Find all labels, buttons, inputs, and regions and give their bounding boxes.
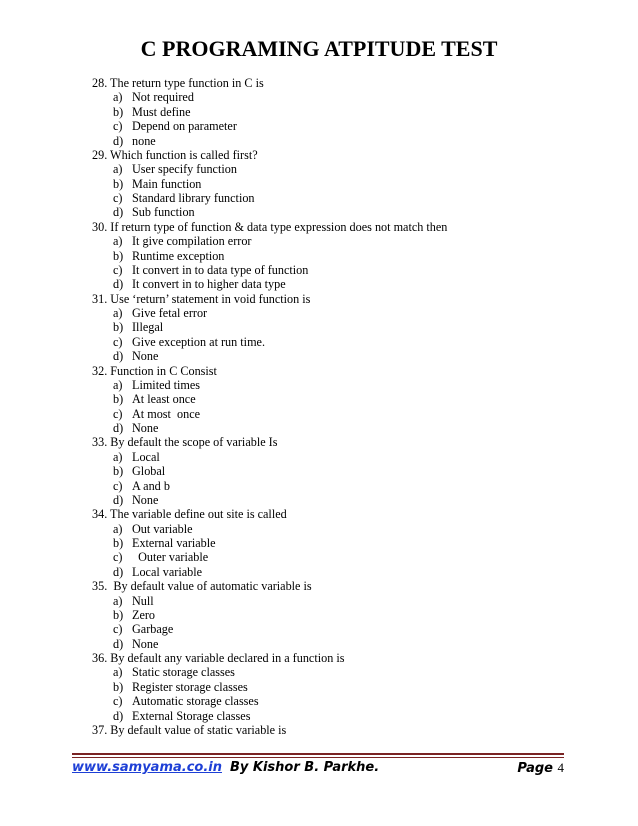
option-letter: b)	[113, 607, 124, 622]
option-text: Give fetal error	[132, 306, 208, 320]
answer-option	[92, 608, 598, 622]
site-link[interactable]: www.samyama.co.in	[72, 760, 222, 775]
option-text: Runtime exception	[132, 248, 225, 263]
option-text: Not required	[132, 90, 194, 105]
answer-option	[92, 191, 598, 205]
option-letter: d)	[113, 708, 124, 723]
question-text: 31. Use ‘return’ statement in void function is	[92, 291, 311, 306]
option-text: At most once	[132, 406, 201, 421]
option-text: Static storage classes	[132, 665, 235, 680]
answer-option	[92, 536, 598, 550]
answer-option	[92, 637, 598, 651]
answer-option	[92, 550, 598, 564]
option-text: It convert in to higher data type	[132, 277, 286, 292]
option-letter: c)	[113, 406, 123, 421]
footer-divider-thin	[72, 757, 564, 758]
question-text: 32. Function in C Consist	[92, 363, 217, 378]
page-indicator	[517, 760, 564, 776]
answer-option	[92, 90, 598, 104]
answer-option	[92, 249, 598, 263]
question-text: 36. By default any variable declared in a function is	[92, 651, 345, 665]
option-letter: a)	[113, 665, 123, 680]
option-letter: b)	[113, 464, 124, 479]
option-text: Sub function	[132, 205, 195, 220]
option-letter: c)	[113, 694, 123, 709]
answer-option	[92, 522, 598, 536]
option-text: Illegal	[132, 320, 164, 335]
option-letter: d)	[113, 492, 124, 507]
answer-option	[92, 565, 598, 579]
option-text: Local variable	[132, 564, 203, 579]
page-footer	[72, 760, 564, 775]
option-letter: a)	[113, 449, 123, 464]
answer-option	[92, 205, 598, 219]
option-text: At least once	[132, 392, 196, 407]
option-text: None	[132, 492, 159, 507]
page-number: 4	[557, 760, 564, 775]
option-letter: a)	[113, 306, 123, 320]
option-letter: b)	[113, 176, 124, 191]
option-letter: d)	[113, 636, 124, 651]
answer-option	[92, 479, 598, 493]
answer-option	[92, 622, 598, 636]
option-text: Out variable	[132, 521, 193, 536]
answer-option	[92, 277, 598, 291]
answer-option	[92, 680, 598, 694]
option-text: Zero	[132, 607, 156, 622]
option-letter: a)	[113, 377, 123, 392]
answer-option	[92, 162, 598, 176]
answer-option	[92, 119, 598, 133]
option-text: It give compilation error	[132, 234, 252, 249]
option-text: Register storage classes	[132, 679, 248, 694]
option-letter: d)	[113, 205, 124, 220]
option-text: Global	[132, 464, 166, 479]
answer-option	[92, 450, 598, 464]
answer-option	[92, 694, 598, 708]
option-text: None	[132, 636, 159, 651]
option-text: Local	[132, 449, 160, 464]
option-text: Null	[132, 593, 154, 608]
option-text: User specify function	[132, 162, 237, 177]
option-letter: c)	[113, 622, 123, 637]
option-text: None	[132, 421, 159, 435]
option-letter: a)	[113, 90, 123, 105]
answer-option	[92, 335, 598, 349]
question-text: 29. Which function is called first?	[92, 147, 258, 162]
option-text: A and b	[132, 478, 170, 493]
option-letter: d)	[113, 564, 124, 579]
option-text: Automatic storage classes	[132, 694, 259, 709]
answer-option	[92, 493, 598, 507]
answer-option	[92, 134, 598, 148]
question-text: 30. If return type of function & data type expression does not match then	[92, 219, 448, 234]
question-text: 28. The return type function in C is	[92, 76, 264, 90]
option-text: Depend on parameter	[132, 119, 237, 134]
answer-option	[92, 464, 598, 478]
page-label: Page	[517, 761, 553, 776]
option-letter: a)	[113, 593, 123, 608]
answer-option	[92, 594, 598, 608]
option-text: Must define	[132, 104, 191, 119]
footer-divider	[72, 753, 564, 755]
option-letter: d)	[113, 133, 124, 148]
option-letter: b)	[113, 248, 124, 263]
option-letter: a)	[113, 162, 123, 177]
option-letter: c)	[113, 119, 123, 134]
question-list	[92, 76, 598, 737]
option-letter: c)	[113, 191, 123, 205]
answer-option	[92, 378, 598, 392]
option-letter: a)	[113, 234, 123, 249]
author-credit: By Kishor B. Parkhe.	[229, 760, 380, 775]
answer-option	[92, 349, 598, 363]
option-letter: a)	[113, 521, 123, 536]
option-text: Main function	[132, 176, 202, 191]
answer-option	[92, 263, 598, 277]
option-text: none	[132, 133, 156, 148]
answer-option	[92, 392, 598, 406]
option-letter: d)	[113, 421, 124, 435]
answer-option	[92, 407, 598, 421]
option-letter: b)	[113, 320, 124, 335]
answer-option	[92, 306, 598, 320]
option-text: None	[132, 349, 159, 364]
option-letter: c)	[113, 262, 123, 277]
option-text: Garbage	[132, 622, 174, 637]
answer-option	[92, 320, 598, 334]
option-letter: d)	[113, 277, 124, 292]
option-text: Limited times	[132, 377, 201, 392]
answer-option	[92, 665, 598, 679]
question-text: 37. By default value of static variable is	[92, 722, 287, 737]
question-text: 33. By default the scope of variable Is	[92, 435, 278, 450]
answer-option	[92, 421, 598, 435]
option-text: Outer variable	[132, 550, 209, 565]
question-text: 35. By default value of automatic variable is	[92, 579, 312, 594]
answer-option	[92, 709, 598, 723]
option-text: Give exception at run time.	[132, 334, 266, 349]
option-letter: b)	[113, 679, 124, 694]
option-text: It convert in to data type of function	[132, 262, 309, 277]
answer-option	[92, 105, 598, 119]
option-letter: b)	[113, 104, 124, 119]
option-text: Standard library function	[132, 191, 255, 205]
question-text: 34. The variable define out site is called	[92, 507, 287, 522]
option-letter: c)	[113, 550, 123, 565]
option-letter: b)	[113, 392, 124, 407]
answer-option	[92, 234, 598, 248]
option-letter: d)	[113, 349, 124, 364]
option-text: External Storage classes	[132, 708, 251, 723]
option-letter: c)	[113, 478, 123, 493]
page-title: C PROGRAMING ATPITUDE TEST	[140, 36, 498, 61]
option-text: External variable	[132, 536, 216, 550]
option-letter: b)	[113, 536, 124, 550]
option-letter: c)	[113, 334, 123, 349]
answer-option	[92, 177, 598, 191]
